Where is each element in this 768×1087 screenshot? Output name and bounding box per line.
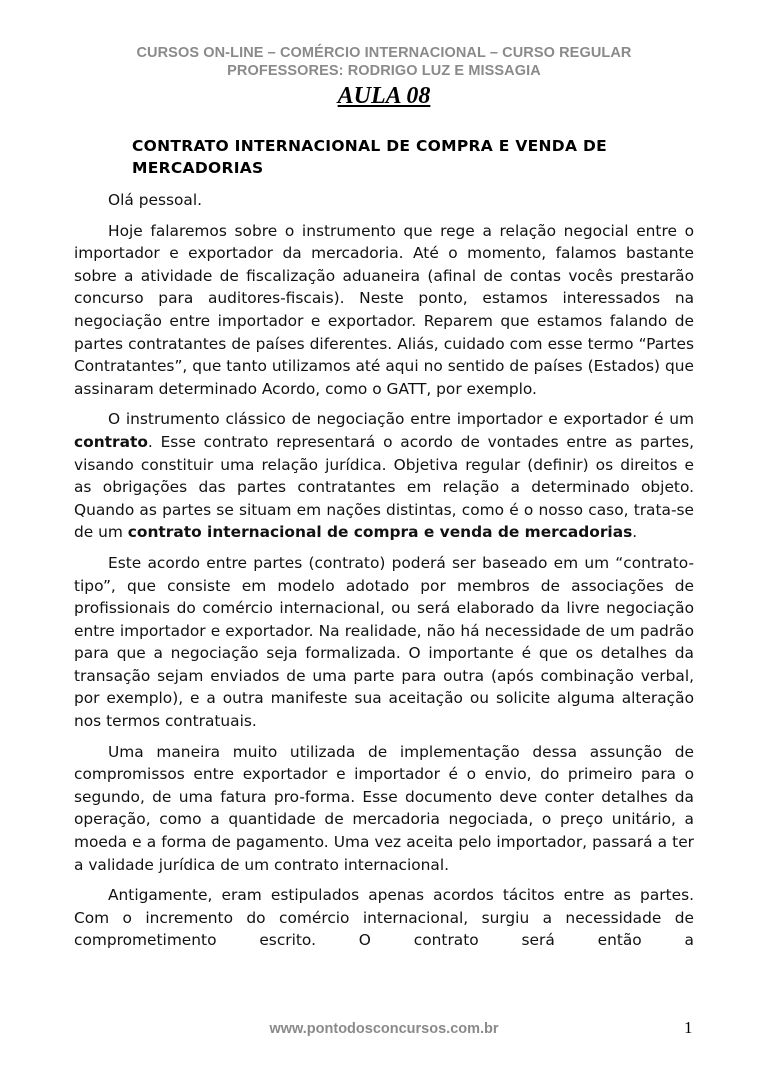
page-number: 1 <box>684 1018 693 1037</box>
greeting-paragraph: Olá pessoal. <box>108 191 203 209</box>
paragraph-2-text: . Esse contrato representará o acordo de vontades entre as partes, visando constituir uma relação jurídica. Objetiva regular (definir) os direitos e as obrigações das partes contratantes em relação a determinado objeto. Quando as partes se situam em nações distintas, como é o nosso caso, trata-se de um <box>74 432 694 542</box>
paragraph-1: Hoje falaremos sobre o instrumento que rege a relação negocial entre o importador e exportador da mercadoria. Até o momento, falamos bastante sobre a atividade de fiscalização aduaneira (afinal de contas vocês prestarão concurso para auditores-fiscais). Neste ponto, estamos interessados na negociação entre importador e exportador. Reparem que estamos falando de partes contratantes de países diferentes. Aliás, cuidado com esse termo “Partes Contratantes”, que tanto utilizamos até aqui no sentido de países (Estados) que assinaram determinado Acordo, como o GATT, por exemplo. <box>74 221 694 398</box>
paragraph-3: Este acordo entre partes (contrato) poderá ser baseado em um “contrato-tipo”, que consiste em modelo adotado por membros de associações de profissionais do comércio internacional, ou será elaborado da livre negociação entre importador e exportador. Na realidade, não há necessidade de um padrão para que a negociação seja formalizada. O importante é que os detalhes da transação sejam enviados de uma parte para outra (após combinação verbal, por exemplo), e a outra manifeste sua aceitação ou solicite alguma alteração nos termos contratuais. <box>74 553 694 731</box>
paragraph-2-text: . <box>632 523 638 542</box>
paragraph-4: Uma maneira muito utilizada de implementação dessa assunção de compromissos entre exportador e importador é o envio, do primeiro para o segundo, de uma fatura pro-forma. Esse documento deve conter detalhes da operação, como a quantidade de mercadoria negociada, o preço unitário, a moeda e a forma de pagamento. Uma vez aceita pelo importador, passará a ter a validade jurídica de um contrato internacional. <box>74 742 694 874</box>
document-body <box>74 189 694 960</box>
paragraph-2-bold: contrato <box>74 432 148 451</box>
paragraph-2-text: O instrumento clássico de negociação entre importador e exportador é um <box>108 410 694 429</box>
document-title: CONTRATO INTERNACIONAL DE COMPRA E VENDA DE MERCADORIAS <box>132 137 608 177</box>
paragraph-2 <box>74 408 694 544</box>
course-header <box>0 44 768 80</box>
paragraph-2-bold: contrato internacional de compra e venda de mercadorias <box>127 523 633 542</box>
paragraph-5: Antigamente, eram estipulados apenas acordos tácitos entre as partes. Com o incremento do comércio internacional, surgiu a necessidade de comprometimento escrito. O contrato será então a <box>74 886 694 950</box>
lesson-title: AULA 08 <box>337 83 431 109</box>
professors-line: PROFESSORES: RODRIGO LUZ E MISSAGIA <box>227 63 541 79</box>
footer-url: www.pontodosconcursos.com.br <box>269 1021 499 1037</box>
course-header-line: CURSOS ON-LINE – COMÉRCIO INTERNACIONAL – CURSO REGULAR <box>136 45 632 61</box>
